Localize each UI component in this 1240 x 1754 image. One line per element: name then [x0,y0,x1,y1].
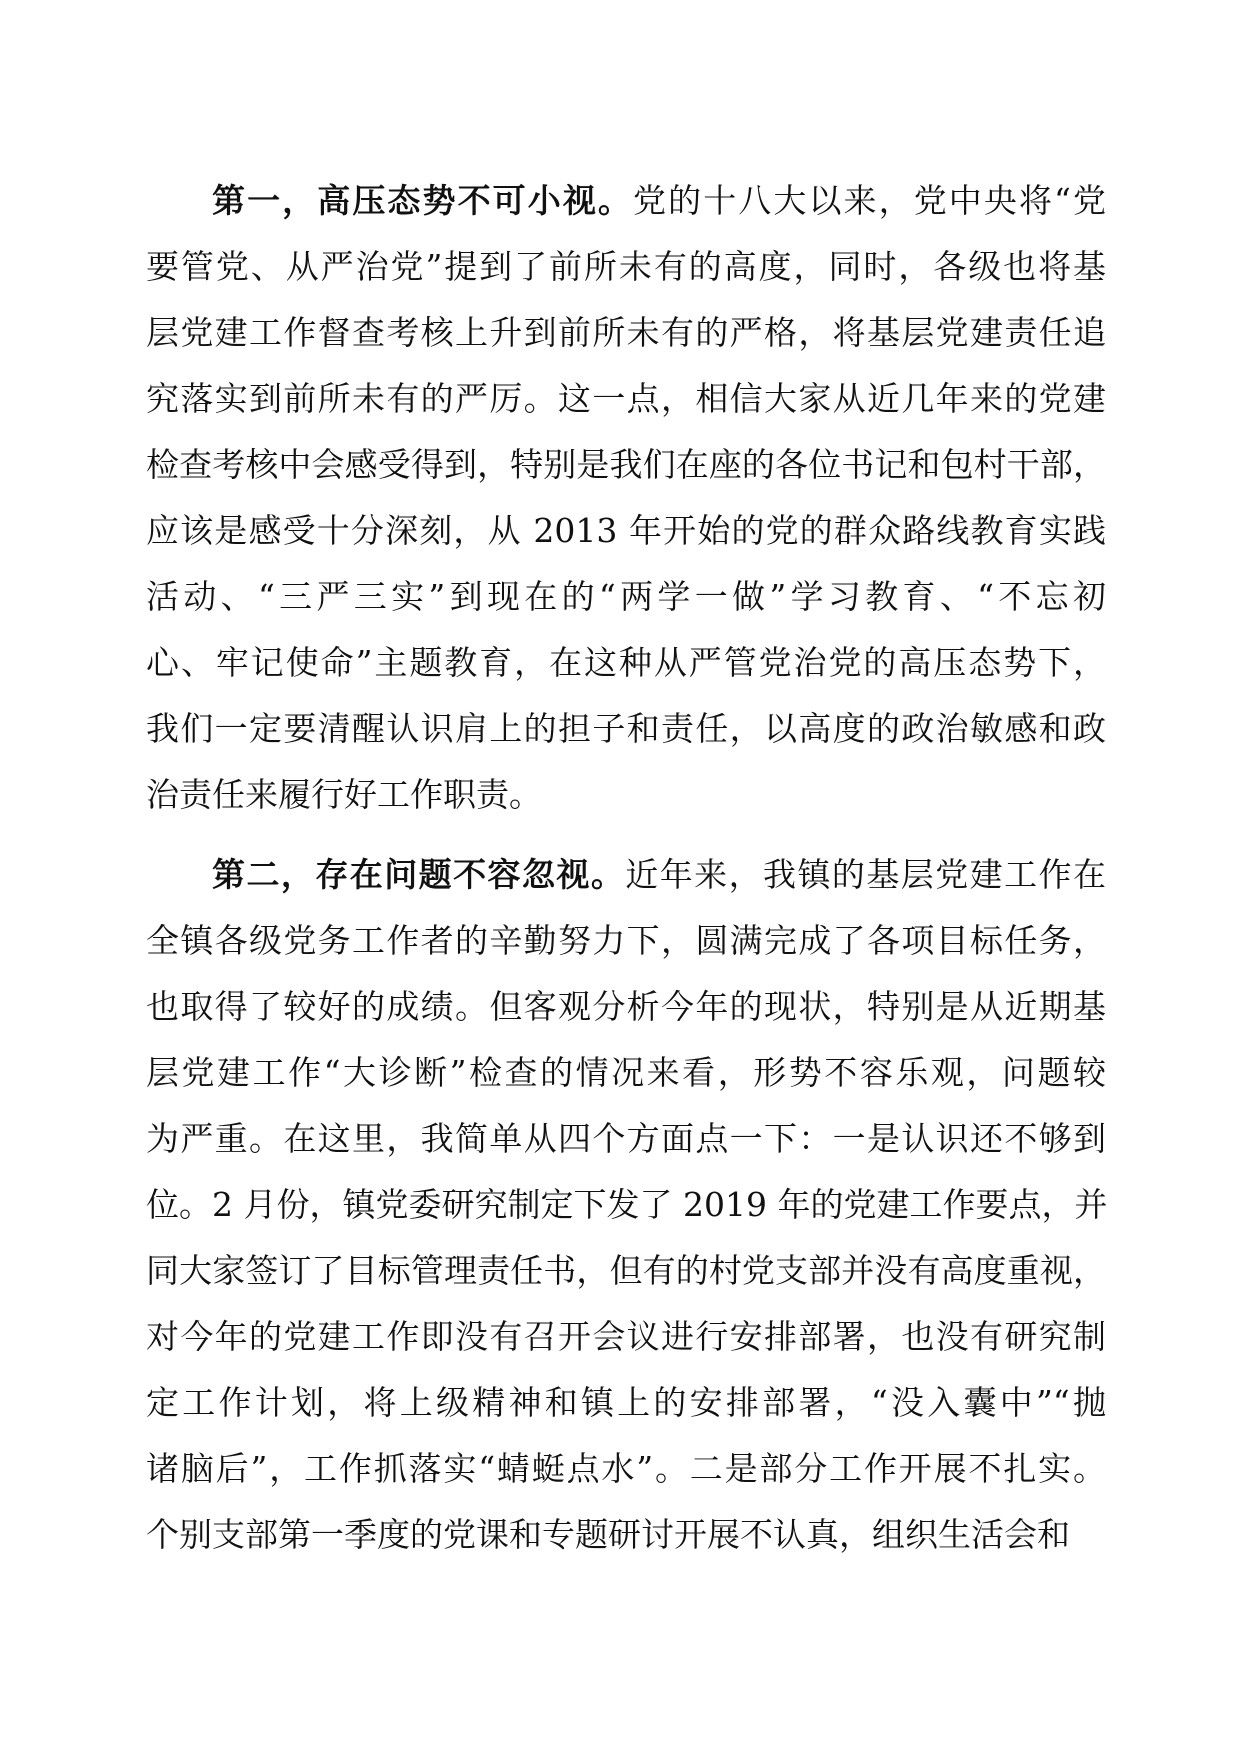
paragraph-line: 我们一定要清醒认识肩上的担子和责任，以高度的政治敏感和政 [146,709,1106,748]
paragraph-line: 治责任来履行好工作职责。 [146,775,542,814]
paragraph-lead-heading: 第二，存在问题不容忽视。 [212,855,626,894]
paragraph-line-text: 党的十八大以来，党中央将“党 [633,181,1107,220]
paragraph-line: 究落实到前所未有的严厉。这一点，相信大家从近几年来的党建 [146,379,1106,418]
paragraph-line-text: 近年来，我镇的基层党建工作在 [625,855,1107,894]
paragraph-line: 对今年的党建工作即没有召开会议进行安排部署，也没有研究制 [146,1317,1106,1356]
paragraph-line [146,842,1106,908]
paragraph-line: 要管党、从严治党”提到了前所未有的高度，同时，各级也将基 [146,247,1106,286]
paragraph-line: 检查考核中会感受得到，特别是我们在座的各位书记和包村干部， [146,445,1106,484]
document-body [146,168,1106,1568]
paragraph-line: 心、牢记使命”主题教育，在这种从严管党治党的高压态势下， [146,643,1106,682]
paragraph-line: 个别支部第一季度的党课和专题研讨开展不认真，组织生活会和 [146,1515,1070,1554]
paragraph-line: 全镇各级党务工作者的辛勤努力下，圆满完成了各项目标任务， [146,921,1106,960]
paragraph-spacer [146,828,1106,842]
paragraph-line: 为严重。在这里，我简单从四个方面点一下：一是认识还不够到 [146,1119,1106,1158]
paragraph-lead-heading: 第一，高压态势不可小视。 [212,181,634,220]
paragraph-high-pressure [146,168,1106,828]
paragraph-line: 同大家签订了目标管理责任书，但有的村党支部并没有高度重视， [146,1251,1106,1290]
paragraph-line: 也取得了较好的成绩。但客观分析今年的现状，特别是从近期基 [146,987,1106,1026]
paragraph-line: 定工作计划，将上级精神和镇上的安排部署，“没入囊中”“抛 [146,1383,1106,1422]
paragraph-line: 应该是感受十分深刻，从 2013 年开始的党的群众路线教育实践 [146,511,1106,550]
paragraph-line: 诸脑后”，工作抓落实“蜻蜓点水”。二是部分工作开展不扎实。 [146,1449,1106,1488]
paragraph-line: 层党建工作督查考核上升到前所未有的严格，将基层党建责任追 [146,313,1106,352]
paragraph-line [146,168,1106,234]
paragraph-line: 层党建工作“大诊断”检查的情况来看，形势不容乐观，问题较 [146,1053,1106,1092]
paragraph-existing-problems [146,842,1106,1568]
paragraph-line: 位。2 月份，镇党委研究制定下发了 2019 年的党建工作要点，并 [146,1185,1108,1224]
paragraph-line: 活动、“三严三实”到现在的“两学一做”学习教育、“不忘初 [146,577,1106,616]
